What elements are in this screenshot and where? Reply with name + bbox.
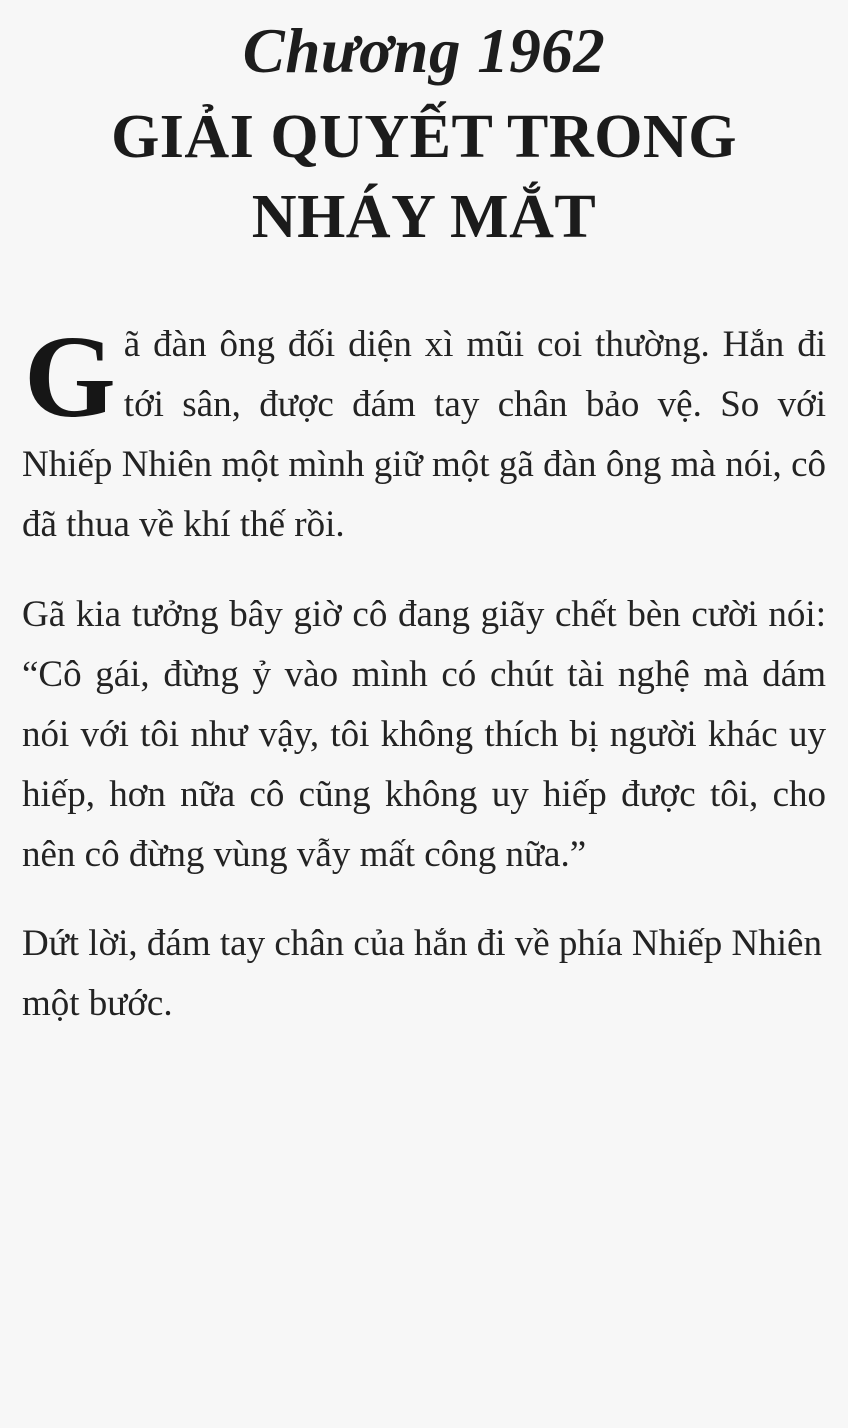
paragraph: Gã kia tưởng bây giờ cô đang giãy chết bèn cười nói: “Cô gái, đừng ỷ vào mình có chút tài nghệ mà dám nói với tôi như vậy, tôi không thích bị người khác uy hiếp, hơn nữa cô cũng không uy hiếp được tôi, cho nên cô đừng vùng vẫy mất công nữa.” xyxy=(22,593,826,875)
chapter-body xyxy=(22,311,826,1034)
chapter-number: Chương 1962 xyxy=(242,16,606,86)
paragraph: Dứt lời, đám tay chân của hắn đi về phía Nhiếp Nhiên một bước. xyxy=(22,923,822,1025)
chapter-title: GIẢI QUYẾT TRONG NHÁY MẮT xyxy=(111,103,737,251)
paragraph: Gã đàn ông đối diện xì mũi coi thường. Hắn đi tới sân, được đám tay chân bảo vệ. So với Nhiếp Nhiên một mình giữ một gã đàn ông mà nói, cô đã thua về khí thế rồi. xyxy=(22,311,826,545)
